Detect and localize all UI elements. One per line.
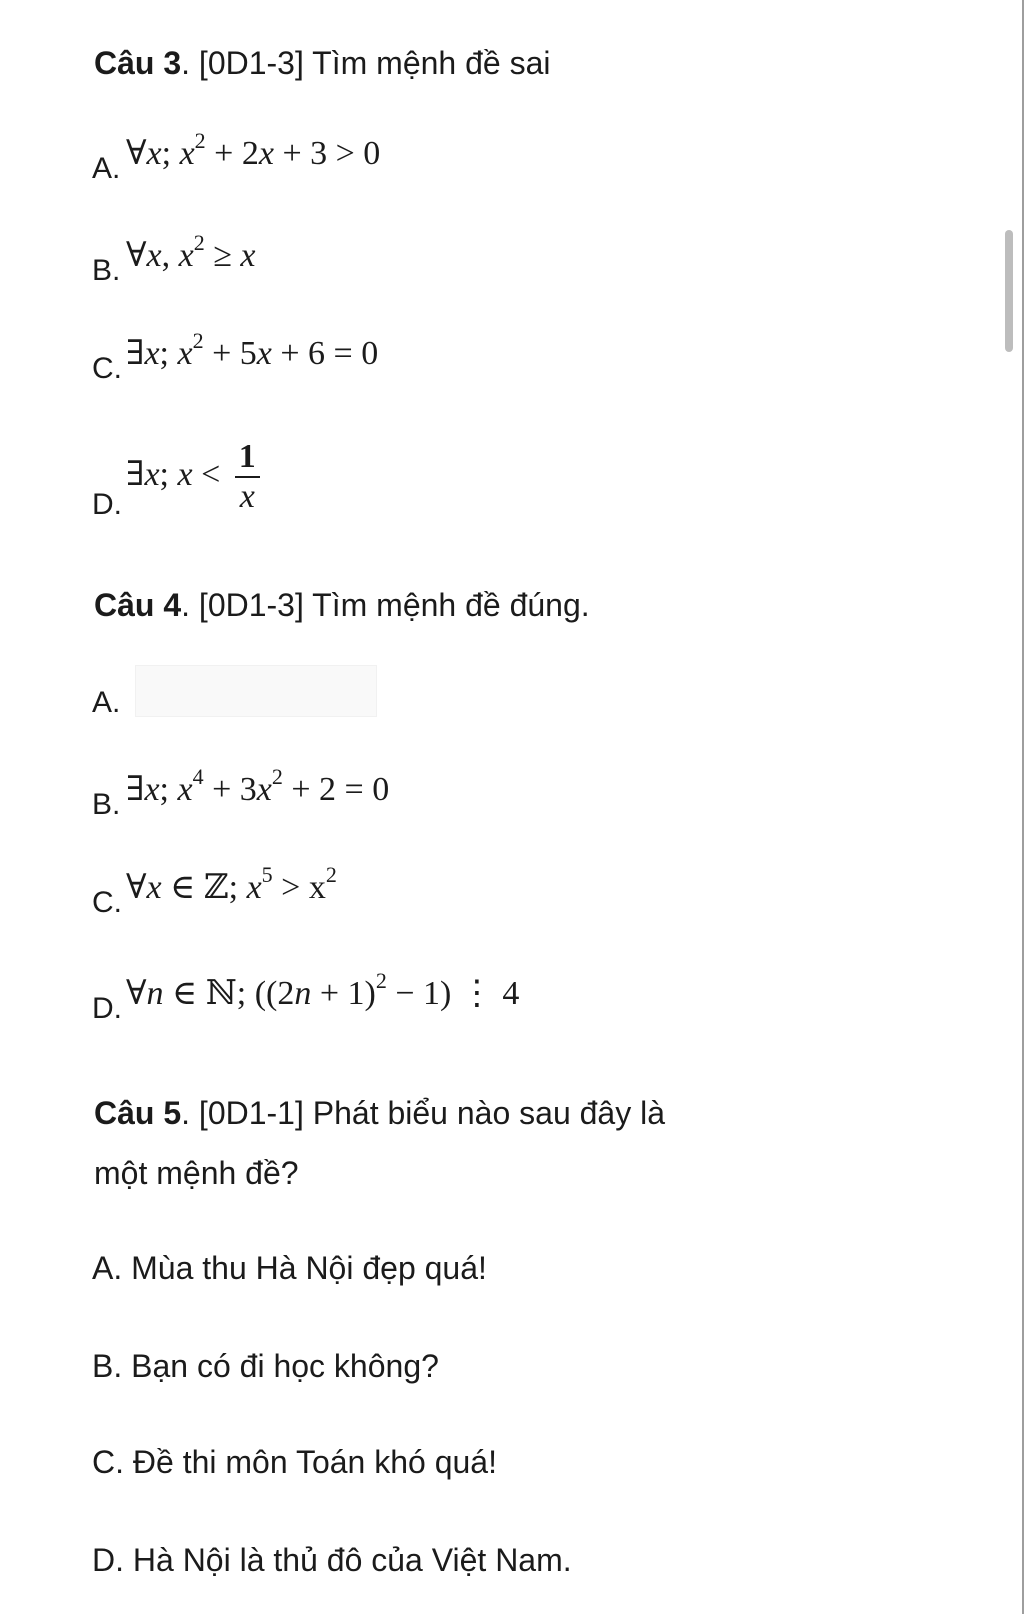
- option-label: C.: [92, 886, 122, 919]
- formula: ∃x; x < $\frac{1}{x}$: [126, 438, 260, 516]
- question-3-title: [94, 32, 550, 94]
- question-5-title: [94, 1082, 665, 1144]
- question-4-label: Câu 4: [94, 587, 182, 623]
- question-5-option-c[interactable]: C. Đề thi môn Toán khó quá!: [92, 1444, 497, 1480]
- option-label: D.: [92, 992, 122, 1025]
- question-5-option-a[interactable]: A. Mùa thu Hà Nội đẹp quá!: [92, 1250, 487, 1286]
- formula: ∀n ∈ ℕ; $((2n + 1)^2 - 1)$ ⋮ 4: [126, 967, 520, 1012]
- question-4-text: . [0D1-3] Tìm mệnh đề đúng.: [181, 587, 590, 623]
- option-label: A.: [92, 686, 121, 719]
- question-5-title-line2: một mệnh đề?: [94, 1155, 299, 1191]
- question-3-label: Câu 3: [94, 45, 182, 81]
- question-5-text: . [0D1-1] Phát biểu nào sau đây là: [181, 1095, 666, 1131]
- scrollbar-thumb[interactable]: [1005, 230, 1013, 352]
- question-5-option-d[interactable]: D. Hà Nội là thủ đô của Việt Nam.: [92, 1542, 572, 1578]
- question-5-label: Câu 5: [94, 1095, 182, 1131]
- option-label: A.: [92, 152, 121, 185]
- question-5-option-b[interactable]: B. Bạn có đi học không?: [92, 1348, 439, 1384]
- option-label: D.: [92, 488, 122, 521]
- option-label: C.: [92, 352, 122, 385]
- option-label: B.: [92, 254, 121, 287]
- question-4-title: [94, 574, 590, 636]
- blank-formula-box: [135, 665, 377, 717]
- formula: ∀x; $x^2 + 2x + 3 > 0$: [126, 127, 381, 172]
- fraction: $\frac{1}{x}$: [235, 438, 260, 516]
- formula: ∃x; $x^2 + 5x + 6 = 0$: [126, 327, 379, 372]
- question-3-text: . [0D1-3] Tìm mệnh đề sai: [181, 45, 551, 81]
- formula: ∀x ∈ ℤ; $x^5 > x^2$: [126, 861, 337, 906]
- formula: ∃x; $x^4 + 3x^2 + 2 = 0$: [126, 763, 390, 808]
- formula: ∀x, $x^2 \ge x$: [126, 229, 256, 274]
- option-label: B.: [92, 788, 121, 821]
